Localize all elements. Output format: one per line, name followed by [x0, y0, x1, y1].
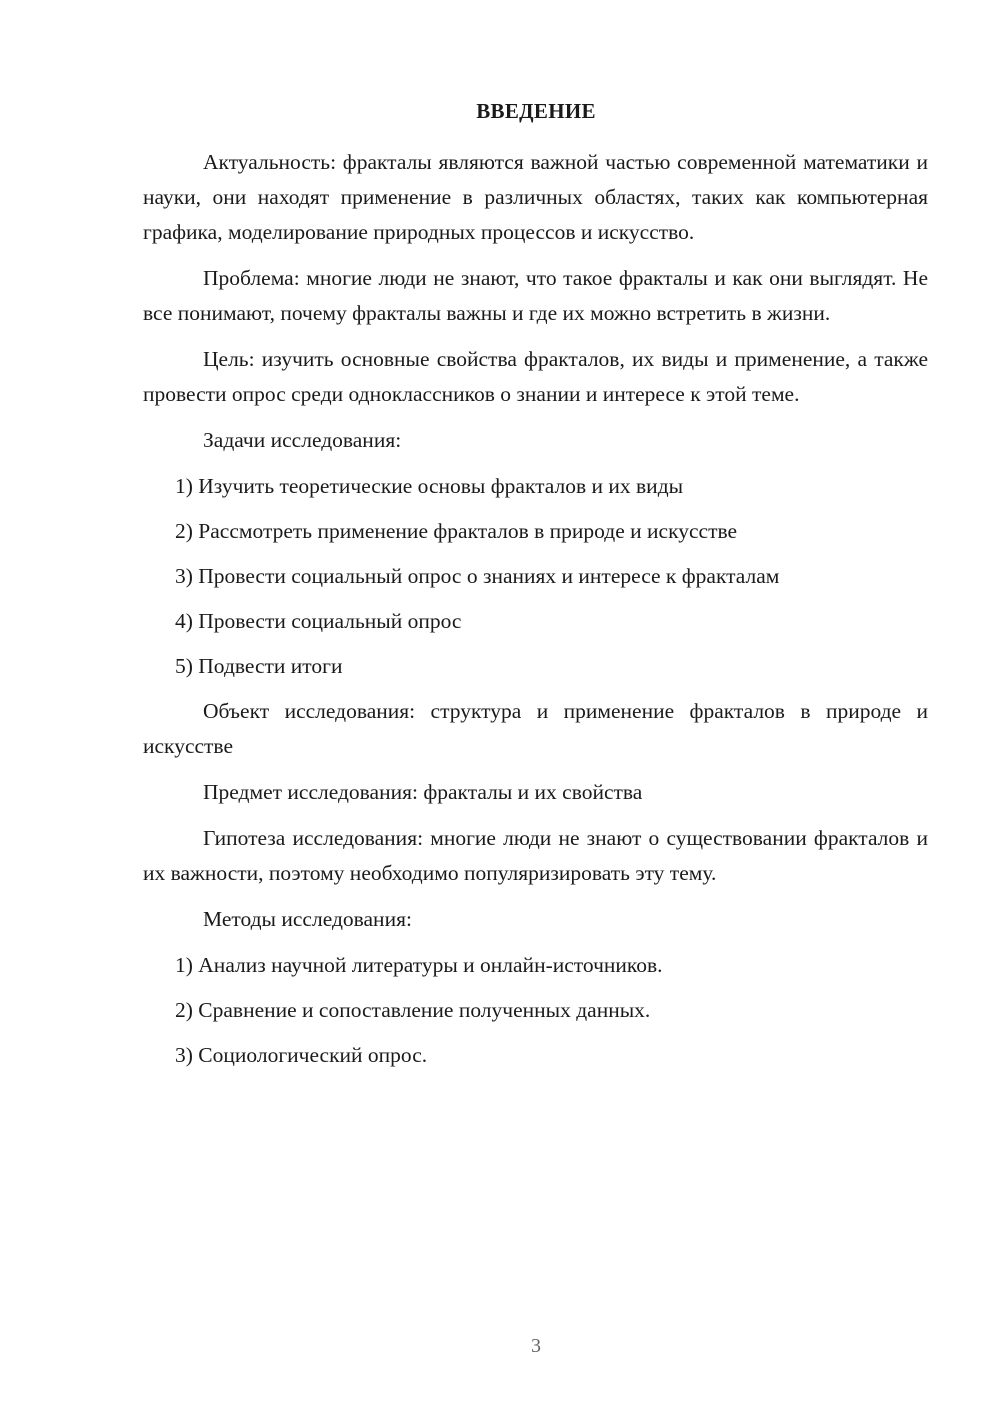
method-item-1: 1) Анализ научной литературы и онлайн-источников.	[175, 953, 663, 977]
problem-paragraph: Проблема: многие люди не знают, что такое фракталы и как они выглядят. Не все понимают, почему фракталы важны и где их можно встретить в жизни.	[143, 266, 928, 325]
goal-paragraph: Цель: изучить основные свойства фракталов, их виды и применение, а также провести опрос среди одноклассников о знании и интересе к этой теме.	[143, 347, 928, 406]
page-title: ВВЕДЕНИЕ	[476, 99, 596, 123]
task-item-3: 3) Провести социальный опрос о знаниях и интересе к фракталам	[175, 564, 780, 588]
task-item-1: 1) Изучить теоретические основы фракталов и их виды	[175, 474, 684, 498]
task-item-4: 4) Провести социальный опрос	[175, 609, 462, 633]
methods-list	[143, 948, 928, 1073]
document-body	[143, 145, 928, 1083]
tasks-list	[143, 469, 928, 684]
subject-paragraph: Предмет исследования: фракталы и их свойства	[203, 780, 643, 804]
tasks-heading: Задачи исследования:	[203, 428, 402, 452]
object-paragraph: Объект исследования: структура и применение фракталов в природе и искусстве	[143, 699, 928, 758]
page-number: 3	[531, 1335, 541, 1357]
hypothesis-paragraph: Гипотеза исследования: многие люди не знают о существовании фракталов и их важности, поэтому необходимо популяризировать эту тему.	[143, 826, 928, 885]
methods-heading: Методы исследования:	[203, 907, 412, 931]
task-item-2: 2) Рассмотреть применение фракталов в природе и искусстве	[175, 519, 738, 543]
task-item-5: 5) Подвести итоги	[175, 654, 343, 678]
method-item-3: 3) Социологический опрос.	[175, 1043, 428, 1067]
relevance-paragraph: Актуальность: фракталы являются важной частью современной математики и науки, они находят применение в различных областях, таких как компьютерная графика, моделирование природных процессов и искусство.	[143, 150, 928, 244]
method-item-2: 2) Сравнение и сопоставление полученных данных.	[175, 998, 651, 1022]
